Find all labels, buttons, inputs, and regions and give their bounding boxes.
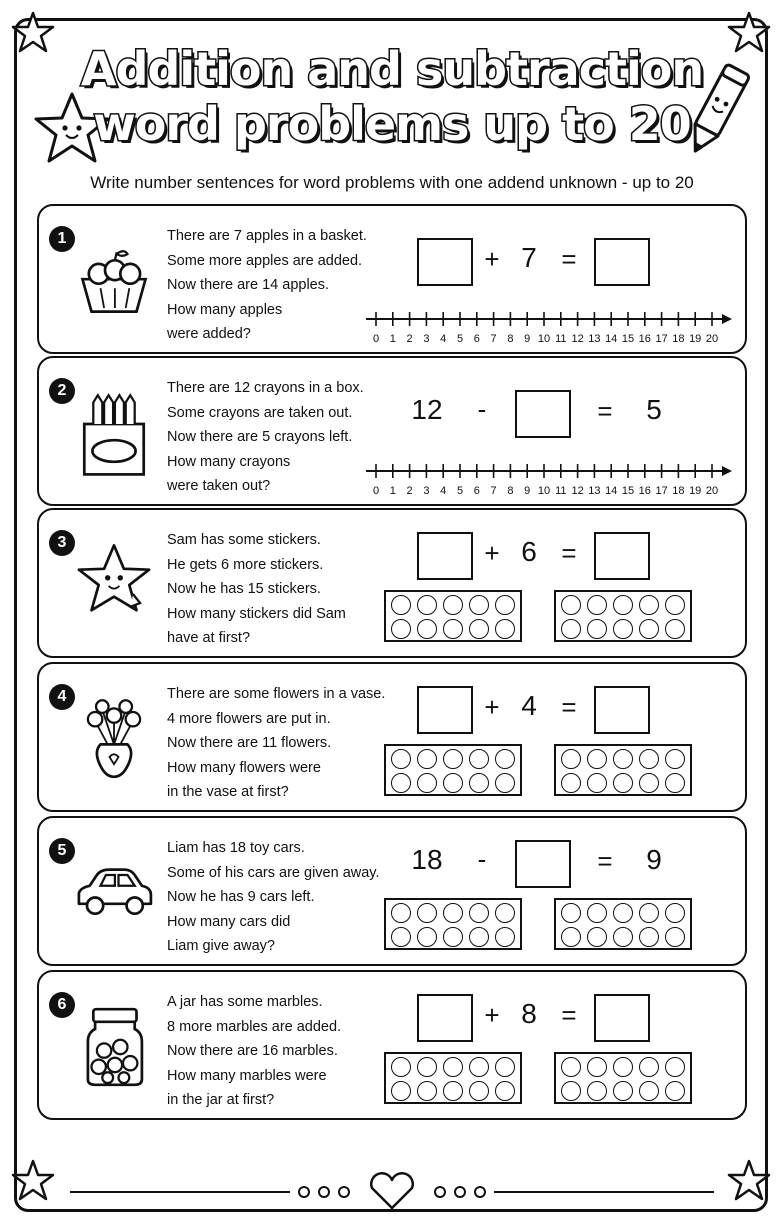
ten-frame-circle[interactable] [613,595,633,615]
number-line-label: 8 [507,485,514,497]
ten-frame-circle[interactable] [639,773,659,793]
word-problem-line: Liam has 18 toy cars. [167,840,305,856]
ten-frame-circle[interactable] [639,619,659,639]
number-line-label: 19 [689,485,702,497]
word-problem-line: How many flowers were [167,759,321,776]
instructions: Write number sentences for word problems with one addend unknown - up to 20 [90,173,694,192]
ten-frame [384,1052,522,1104]
number-line-label: 16 [638,333,651,345]
number-line-label: 12 [571,485,584,497]
ten-frame-circle[interactable] [665,1081,685,1101]
word-problem-line: There are 12 crayons in a box. [167,380,364,396]
number-line-label: 3 [423,485,430,497]
footer-decoration [0,1170,784,1210]
number-line-label: 2 [406,333,413,345]
ten-frame-circle[interactable] [391,903,411,923]
ten-frame-circle[interactable] [587,1057,607,1077]
ten-frame-circle[interactable] [443,1057,463,1077]
ten-frame-circle[interactable] [665,619,685,639]
word-problem-line: have at first? [167,630,251,646]
ten-frame-circle[interactable] [391,1081,411,1101]
ten-frame-circle[interactable] [561,773,581,793]
ten-frame-circle[interactable] [443,927,463,947]
ten-frame [384,590,522,642]
number-line-label: 0 [372,485,380,497]
ten-frame-circle[interactable] [469,619,489,639]
ten-frame [384,898,522,950]
ten-frame-circle[interactable] [495,1057,515,1077]
ten-frame-circle[interactable] [391,927,411,947]
number-line-label: 14 [605,485,618,497]
ten-frame-circle[interactable] [639,1081,659,1101]
equals-sign: = [561,244,577,274]
ten-frame [554,898,692,950]
ten-frame-circle[interactable] [561,1057,581,1077]
ten-frame-circle[interactable] [665,927,685,947]
number-line-label: 7 [490,485,497,497]
minus-sign: - [477,394,487,424]
answer-box[interactable] [417,994,473,1042]
problem-card [37,816,747,966]
ten-frame-circle[interactable] [639,903,659,923]
number-line-label: 14 [605,333,618,345]
number-line-label: 12 [571,333,584,345]
ten-frame-circle[interactable] [495,927,515,947]
equals-sign: = [597,846,613,876]
ten-frame-circle[interactable] [495,595,515,615]
known-addend: 4 [521,690,537,721]
start-number: 12 [411,394,443,425]
answer-box[interactable] [515,840,571,888]
word-problem-text [167,376,382,499]
word-problem-line: in the jar at first? [167,1092,275,1108]
toy-car-icon [69,848,159,938]
word-problem-text [167,528,382,651]
number-line-label: 8 [507,333,514,345]
ten-frame-circle[interactable] [469,1057,489,1077]
ten-frame-circle[interactable] [417,1057,437,1077]
word-problem-line: Some of his cars are given away. [167,864,380,881]
number-line-label: 16 [638,485,651,497]
result-number: 5 [646,394,662,425]
ten-frame-circle[interactable] [613,903,633,923]
ten-frame-circle[interactable] [613,773,633,793]
ten-frame-circle[interactable] [639,595,659,615]
problem-number: 3 [49,530,75,556]
ten-frame-circle[interactable] [469,773,489,793]
word-problem-text [167,224,382,347]
word-problem-line: How many cars did [167,913,291,930]
known-addend: 6 [521,536,537,567]
word-problem-line: Now he has 15 stickers. [167,581,321,597]
ten-frame-circle[interactable] [417,619,437,639]
minus-sign: - [477,844,487,874]
ten-frame-circle[interactable] [665,749,685,769]
ten-frame-circle[interactable] [417,749,437,769]
ten-frame-circle[interactable] [587,619,607,639]
number-line-label: 15 [621,485,635,497]
ten-frame-circle[interactable] [665,773,685,793]
problem-card [37,662,747,812]
word-problem-line: How many stickers did Sam [167,605,346,622]
ten-frame-circle[interactable] [561,927,581,947]
plus-sign: + [484,1000,500,1030]
word-problem-text [167,836,382,959]
number-line-label: 20 [705,485,719,497]
number-line-label: 17 [655,485,668,497]
ten-frame [554,1052,692,1104]
ten-frame-circle[interactable] [639,927,659,947]
word-problem-text [167,682,386,805]
word-problem-line: Now he has 9 cars left. [167,889,315,905]
word-problem-line: Liam give away? [167,938,275,954]
ten-frame-circle[interactable] [665,903,685,923]
number-line-label: 20 [705,333,719,345]
ten-frame-circle[interactable] [587,1081,607,1101]
word-problem-line: How many marbles were [167,1067,327,1084]
equals-sign: = [561,1000,577,1030]
problem-card [37,356,747,506]
word-problem-line: Now there are 11 flowers. [167,735,332,751]
ten-frame-circle[interactable] [561,619,581,639]
plus-sign: + [484,692,500,722]
ten-frame-circle[interactable] [587,595,607,615]
ten-frame-circle[interactable] [417,1081,437,1101]
ten-frame [384,744,522,796]
number-line-label: 1 [389,333,396,345]
ten-frame-circle[interactable] [665,1057,685,1077]
ten-frame-circle[interactable] [613,927,633,947]
number-line-label: 18 [672,485,685,497]
problem-number: 2 [49,378,75,404]
ten-frame-circle[interactable] [391,773,411,793]
answer-box[interactable] [417,686,473,734]
ten-frame-circle[interactable] [613,619,633,639]
number-line-label: 11 [555,333,567,345]
ten-frame-circle[interactable] [639,1057,659,1077]
word-problem-line: How many apples [167,301,283,318]
problem-card [37,508,747,658]
number-line-label: 18 [672,333,685,345]
page-title-line-1: Addition and subtraction [80,42,704,96]
answer-box[interactable] [417,532,473,580]
answer-box[interactable] [417,238,473,286]
number-line-label: 6 [473,333,480,345]
ten-frame-circle[interactable] [587,927,607,947]
ten-frame-circle[interactable] [495,1081,515,1101]
ten-frame-circle[interactable] [469,1081,489,1101]
number-line-label: 2 [406,485,413,497]
number-line-label: 4 [440,333,447,345]
star-sticker-icon [69,540,159,630]
result-number: 9 [646,844,662,875]
crayon-box-icon [69,388,159,478]
ten-frame [554,590,692,642]
number-line-label: 11 [555,485,567,497]
problem-number: 6 [49,992,75,1018]
word-problem-line: Some more apples are added. [167,252,363,269]
ten-frame [554,744,692,796]
ten-frame-circle[interactable] [495,749,515,769]
ten-frame-circle[interactable] [391,595,411,615]
word-problem-line: Some crayons are taken out. [167,404,353,421]
ten-frame-circle[interactable] [417,927,437,947]
word-problem-text [167,990,382,1113]
ten-frame-circle[interactable] [665,595,685,615]
ten-frame-circle[interactable] [443,903,463,923]
ten-frame-circle[interactable] [613,1057,633,1077]
answer-box[interactable] [515,390,571,438]
word-problem-line: 8 more marbles are added. [167,1018,342,1035]
ten-frame-circle[interactable] [391,749,411,769]
number-line-label: 6 [473,485,480,497]
ten-frame-circle[interactable] [495,903,515,923]
ten-frame-circle[interactable] [469,749,489,769]
total-box[interactable] [594,238,650,286]
number-line-label: 7 [490,333,497,345]
ten-frame-circle[interactable] [613,749,633,769]
plus-sign: + [484,538,500,568]
total-box[interactable] [594,686,650,734]
marble-jar-icon [69,1002,159,1092]
problem-card [37,970,747,1120]
flower-vase-icon [69,694,159,784]
number-line-label: 0 [372,333,380,345]
number-line-label: 3 [423,333,430,345]
number-line-label: 10 [537,333,551,345]
ten-frame-circle[interactable] [469,595,489,615]
word-problem-line: Now there are 14 apples. [167,277,330,293]
total-box[interactable] [594,994,650,1042]
number-line-label: 15 [621,333,635,345]
word-problem-line: Now there are 16 marbles. [167,1043,338,1059]
plus-sign: + [484,244,500,274]
ten-frame-circle[interactable] [587,773,607,793]
ten-frame-circle[interactable] [443,619,463,639]
page-title-line-2: word problems up to 20 [93,97,691,151]
problem-number: 5 [49,838,75,864]
word-problem-line: Now there are 5 crayons left. [167,429,353,445]
word-problem-line: Sam has some stickers. [167,532,321,548]
number-line-label: 1 [389,485,396,497]
ten-frame-circle[interactable] [613,1081,633,1101]
ten-frame-circle[interactable] [443,1081,463,1101]
word-problem-line: There are some flowers in a vase. [167,686,386,702]
ten-frame-circle[interactable] [417,595,437,615]
number-line-label: 19 [689,333,702,345]
ten-frame-circle[interactable] [561,903,581,923]
equals-sign: = [561,538,577,568]
ten-frame-circle[interactable] [587,903,607,923]
equals-sign: = [597,396,613,426]
known-addend: 7 [521,242,537,273]
number-line-label: 5 [456,333,464,345]
word-problem-line: A jar has some marbles. [167,994,323,1010]
ten-frame-circle[interactable] [391,619,411,639]
ten-frame-circle[interactable] [469,927,489,947]
ten-frame-circle[interactable] [443,773,463,793]
word-problem-line: He gets 6 more stickers. [167,556,324,573]
ten-frame-circle[interactable] [469,903,489,923]
number-line-label: 9 [524,333,531,345]
ten-frame-circle[interactable] [443,595,463,615]
ten-frame-circle[interactable] [391,1057,411,1077]
ten-frame-circle[interactable] [587,749,607,769]
problem-card [37,204,747,354]
ten-frame-circle[interactable] [639,749,659,769]
number-line-label: 10 [537,485,551,497]
ten-frame-circle[interactable] [417,903,437,923]
number-line-label: 13 [588,333,601,345]
number-line [364,461,734,501]
start-number: 18 [411,844,443,875]
word-problem-line: were taken out? [167,478,271,494]
number-line-label: 17 [655,333,668,345]
ten-frame-circle[interactable] [561,749,581,769]
ten-frame-circle[interactable] [443,749,463,769]
word-problem-line: were added? [167,326,251,342]
ten-frame-circle[interactable] [417,773,437,793]
number-line [364,309,734,349]
ten-frame-circle[interactable] [561,595,581,615]
apple-basket-icon [69,236,159,326]
word-problem-line: in the vase at first? [167,784,289,800]
number-line-label: 4 [440,485,447,497]
ten-frame-circle[interactable] [495,773,515,793]
number-line-label: 13 [588,485,601,497]
number-line-label: 9 [524,485,531,497]
known-addend: 8 [521,998,537,1029]
problem-number: 4 [49,684,75,710]
ten-frame-circle[interactable] [495,619,515,639]
problem-number: 1 [49,226,75,252]
equals-sign: = [561,692,577,722]
total-box[interactable] [594,532,650,580]
ten-frame-circle[interactable] [561,1081,581,1101]
word-problem-line: There are 7 apples in a basket. [167,228,367,244]
word-problem-line: How many crayons [167,453,291,470]
number-line-label: 5 [456,485,464,497]
word-problem-line: 4 more flowers are put in. [167,710,331,727]
